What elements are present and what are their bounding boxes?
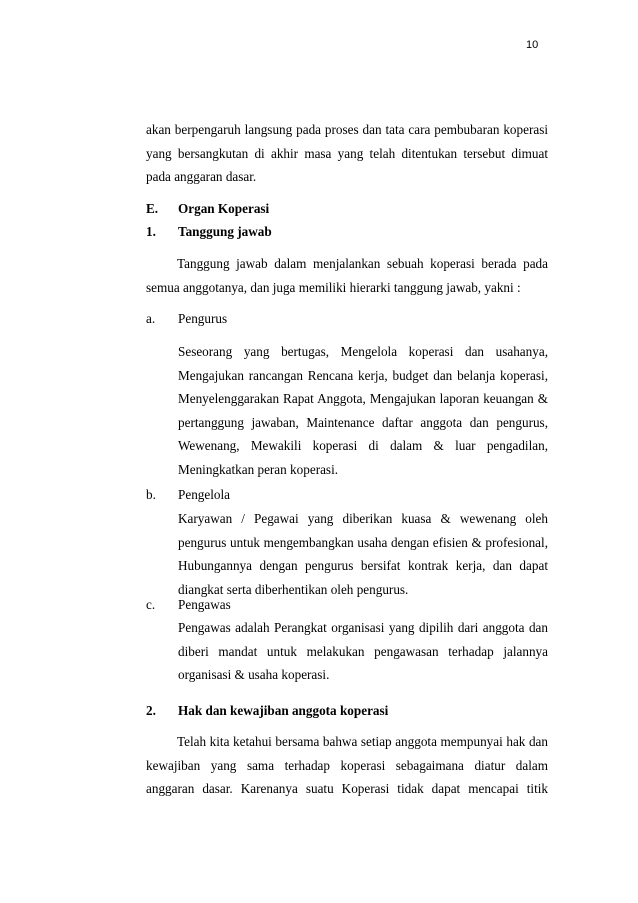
item-c-body: Pengawas adalah Perangkat organisasi yang dipilih dari anggota dan diberi mandat untuk melakukan pengawasan terhadap jalannya organisasi & usaha koperasi.	[178, 620, 548, 683]
section-e-letter: E.	[146, 201, 159, 216]
item-b-label: Pengelola	[178, 487, 231, 502]
item-a-label: Pengurus	[178, 311, 228, 326]
subsection-2-body: Telah kita ketahui bersama bahwa setiap anggota mempunyai hak dan kewajiban yang sama terhadap koperasi sebagaimana diatur dalam anggaran dasar. Karenanya suatu Koperasi tidak dapat mencapai titik	[146, 734, 548, 797]
item-c-heading	[146, 595, 231, 615]
item-a-body: Seseorang yang bertugas, Mengelola koperasi dan usahanya, Mengajukan rancangan Rencana kerja, budget dan belanja koperasi, Menyelenggarakan Rapat Anggota, Mengajukan laporan keuangan & pertanggung jawaban, Maintenance daftar anggota dan pengurus, Wewenang, Mewakili koperasi di dalam & luar pengadilan, Meningkatkan peran koperasi.	[178, 344, 548, 477]
item-a-letter: a.	[146, 311, 156, 326]
subsection-1-number: 1.	[146, 224, 156, 239]
section-e-title: Organ Koperasi	[178, 201, 270, 216]
item-b-body: Karyawan / Pegawai yang diberikan kuasa & wewenang oleh pengurus untuk mengembangkan usaha dengan efisien & profesional, Hubungannya dengan pengurus bersifat kontrak kerja, dan dapat diangkat serta diberhentikan oleh pengurus.	[178, 511, 548, 597]
item-b-heading	[146, 485, 230, 505]
subsection-1-body: Tanggung jawab dalam menjalankan sebuah koperasi berada pada semua anggotanya, dan juga memiliki hierarki tanggung jawab, yakni :	[146, 256, 548, 295]
subsection-2-number: 2.	[146, 703, 156, 718]
subsection-1-heading	[146, 222, 272, 242]
item-b-letter: b.	[146, 487, 156, 502]
item-c-label: Pengawas	[178, 597, 231, 612]
item-a-heading	[146, 309, 227, 329]
subsection-2-heading	[146, 701, 388, 721]
section-e-heading	[146, 199, 269, 219]
subsection-1-title: Tanggung jawab	[178, 224, 272, 239]
intro-paragraph: akan berpengaruh langsung pada proses dan tata cara pembubaran koperasi yang bersangkutan di akhir masa yang telah ditentukan tersebut dimuat pada anggaran dasar.	[146, 122, 548, 185]
item-c-letter: c.	[146, 597, 156, 612]
subsection-2-title: Hak dan kewajiban anggota koperasi	[178, 703, 389, 718]
page-number: 10	[526, 39, 539, 51]
